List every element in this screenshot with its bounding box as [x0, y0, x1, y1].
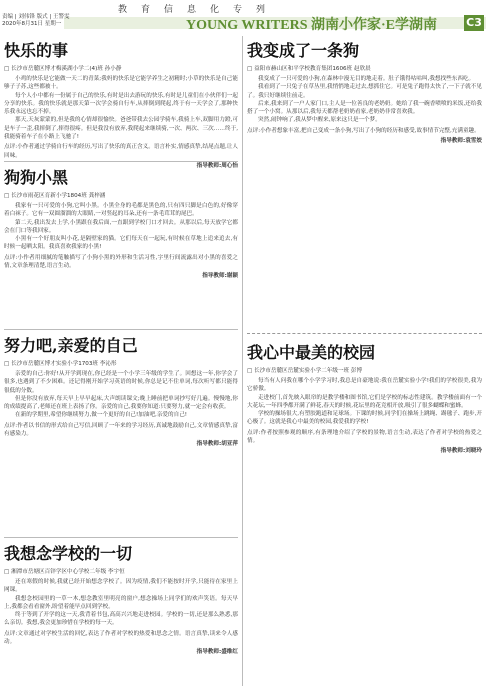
- article-paragraph: 后来,我来到了一户人家门口,主人是一位善良的老奶奶。她给了我一碗香喷喷的米饭,还给我搭了一个小窝。从那以后,我每天都帮老奶奶看家,老奶奶非常喜欢我。: [247, 100, 482, 116]
- article-dog-xiaohei: [4, 165, 238, 325]
- article-title: 快乐的事: [4, 41, 69, 60]
- article-teacher: 指导教师:袁雪姣: [440, 138, 482, 145]
- article-teacher: 指导教师:周心怡: [196, 162, 238, 169]
- section-rule: [4, 161, 238, 162]
- article-body: [4, 75, 238, 141]
- article-paragraph: 我家有一只可爱的小狗,它叫小黑。小黑全身的毛都是黑色的,只有四只脚是白色的,好像穿着白袜子。它有一双圆溜溜的大眼睛,一对竖起的耳朵,还有一条毛茸茸的尾巴。: [4, 203, 238, 218]
- article-paragraph: 但是你没有放弃,每天早上早早起床,大声朗读课文;晚上睡前把单词抄写好几遍。慢慢地,你的成绩提高了,老师还在班上表扬了你。亲爱的自己,我要你知道:只要努力,就一定会有收获。: [4, 395, 238, 411]
- article-became-dog: [247, 38, 482, 328]
- column-divider: [242, 36, 243, 686]
- article-comment: 点评:小作者用细腻的笔触描写了小狗小黑的外形和生活习性,字里行间流露出对小黑的喜爱之情,文章条理清楚,语言生动。: [4, 254, 238, 270]
- article-teacher: 指导教师:谢颖: [202, 273, 238, 280]
- article-paragraph: 每当有人问我在哪个小学学习时,我总是自豪地说:我在岳麓实验小学!我们的学校很美,我为它骄傲。: [247, 378, 482, 393]
- article-comment: 点评:小作者通过学骑自行车的经历,写出了快乐的真正含义。语言朴实,情感真挚,结尾点题,让人回味。: [4, 144, 238, 159]
- article-title: 我心中最美的校园: [247, 343, 376, 362]
- article-happy-things: [4, 38, 238, 169]
- article-paragraph: 走进校门,首先映入眼帘的是教学楼和图书馆,它们是学校的标志性建筑。教学楼前面有一个大花坛,一年四季都开满了鲜花,春天的时候,花坛里的花竞相开放,吸引了很多蝴蝶和蜜蜂。: [247, 394, 482, 409]
- article-paragraph: 我看到了一只兔子在草丛里,我悄悄地走过去,想抓住它。可是兔子跑得太快了,一下子就不见了。我只好继续往前走。: [247, 84, 482, 99]
- article-body: [247, 377, 482, 427]
- article-title: 我变成了一条狗: [247, 41, 360, 60]
- article-byline: □ 长沙市雨花区育新小学1804班 龚梓涵: [4, 193, 106, 199]
- article-paragraph: 亲爱的自己:你好!从开学到现在,你已经是一个小学三年级的学生了。回想这一年,你学会了很多,也遇到了不少困难。还记得刚开始学习英语的时候,你总是记不住单词,每次听写都只能得很低的分数。: [4, 371, 238, 394]
- article-paragraph: 小鸡的快乐是它能做一天二的青菜;我妈的快乐是它能学养生之初精时;小草的快乐是自己能够子子苏,这些都被十。: [4, 76, 238, 91]
- section-rule: [4, 329, 238, 330]
- article-miss-school: [4, 541, 238, 689]
- masthead-info: [2, 14, 69, 28]
- article-body: [4, 202, 238, 252]
- article-paragraph: 第二天,我出发去上学,小黑跟在我后面,一直跟到学校门口才回去。从那以后,每天放学它都会在门口等我回家。: [4, 219, 238, 234]
- article-body: [4, 578, 238, 628]
- page-number: C3: [464, 15, 484, 31]
- article-paragraph: 每个人小中都有一份属于自己的快乐,有时是出去游玩的快乐,有时是儿童们在小伙伴们一起分享的快乐。我的快乐就是那天第一次学会骑自行车,从摔倒到爬起,终于有一天学会了,那种快乐我永远也忘不掉。: [4, 92, 238, 116]
- article-body: [4, 370, 238, 420]
- article-title: 我想念学校的一切: [4, 544, 133, 563]
- article-byline: □ 湘潭市岳塘区百锌学区中心学校二年级 李宇恒: [4, 569, 125, 575]
- article-comment: 点评:作者以书信的形式给自己写信,回顾了一年来的学习经历,真诚地鼓励自己,文章情感真挚,富有感染力。: [4, 422, 238, 438]
- article-byline: □ 益阳市赫山区和平学校教育集团1606班 赵欣晨: [247, 66, 371, 72]
- article-title: 狗狗小黑: [4, 168, 69, 187]
- article-paragraph: 小黑有一个好朋友叫小花,是隔壁家的猫。它们每天在一起玩,有时候在草地上追来追去,有时候一起晒太阳。我真喜欢我家的小黑!: [4, 236, 238, 251]
- article-paragraph: 还在寒假的时候,我就已经开始想念学校了。因为疫情,我们不能按时开学,只能待在家里上网课。: [4, 579, 238, 594]
- article-comment: 点评:作者按照参观的顺序,有条理地介绍了学校的景物,语言生动,表达了作者对学校的热爱之情。: [247, 429, 482, 445]
- masthead-header: [0, 14, 486, 32]
- masthead-editors: 责编 | 刘伟锋 版式 | 王警雯: [2, 14, 70, 20]
- article-byline: □ 长沙市岳麓区岳麓实验小学二年级一班 彭博: [247, 368, 363, 374]
- article-byline: □ 长沙市岳麓区博才梅溪湖小学二(4)班 孙小静: [4, 66, 122, 72]
- article-paragraph: 我变成了一只可爱的小狗,在森林中漫无目的地走着。肚子饿得咕咕叫,我想找些东西吃。: [258, 76, 475, 82]
- article-teacher: 指导教师:刘晓玲: [440, 448, 482, 455]
- section-rule: [247, 333, 482, 334]
- article-comment: 点评:小作者想象丰富,把自己变成一条小狗,写出了小狗的经历和感受,故事情节完整,充满童趣。: [247, 127, 480, 134]
- masthead-strip: [0, 0, 486, 14]
- article-teacher: 指导教师:胡亚萍: [196, 441, 238, 448]
- masthead-date: 2020年8月31日 星期一: [2, 21, 62, 27]
- article-comment: 点评:文章通过对学校生活的回忆,表达了作者对学校的热爱和思念之情。语言真挚,读来令人感动。: [4, 630, 238, 646]
- article-paragraph: 那天,天灰蒙蒙的,但是我的心情却很愉快。爸爸带我去公园学骑车,我骑上车,双脚用力蹬,可是车子一歪,我摔倒了,摔得很疼。但是我没有放弃,我爬起来继续骑,一次、两次、三次……终于,我能骑着车子在小路上飞驰了!: [4, 117, 238, 141]
- article-teacher: 指导教师:盛维红: [196, 649, 238, 656]
- article-paragraph: 突然,闹钟响了,我从梦中醒来,原来这只是一个梦。: [258, 117, 381, 124]
- article-paragraph: 学校的操场很大,有塑胶跑道和足球场。下课的时候,同学们在操场上跳绳、踢毽子、跑步,开心极了。这就是我心中最美的校园,我爱我的学校!: [247, 411, 482, 426]
- article-paragraph: 我想念校园里的一草一木,想念教室里明亮的窗户,想念操场上同学们的欢声笑语。每天早上,我都会看看窗外,盼望着能早点回到学校。: [4, 595, 238, 610]
- article-beautiful-campus: [247, 340, 482, 688]
- article-paragraph: 终于等到了开学的这一天,我背着书包,高高兴兴地走进校园。学校的一切,还是那么熟悉,那么亲切。我想,我会更加珍惜在学校的每一天。: [4, 612, 238, 627]
- article-dear-self: [4, 333, 238, 533]
- article-body: [247, 75, 482, 125]
- article-paragraph: 在新的学期里,希望你继续努力,做一个更好的自己!加油吧,亲爱的自己!: [15, 412, 188, 419]
- masthead-slogan: 教育信息化专列: [118, 5, 280, 15]
- masthead-title: YOUNG WRITERS 湖南小作家·E学湖南: [186, 18, 437, 33]
- section-rule: [4, 537, 238, 538]
- article-title: 努力吧,亲爱的自己: [4, 336, 138, 355]
- article-byline: □ 长沙市岳麓区博才实验小学1703班 李沁彤: [4, 361, 117, 367]
